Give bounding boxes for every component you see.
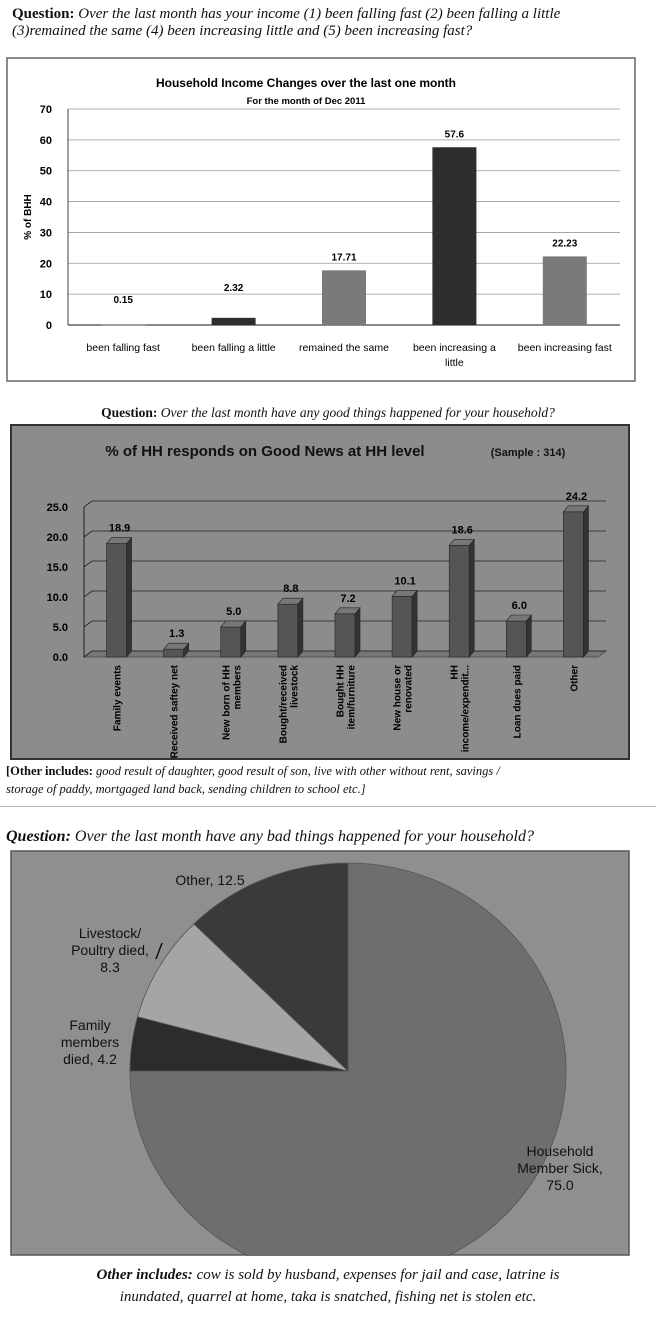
- chart1-y-label: % of BHH: [23, 194, 34, 240]
- chart1-y-tick: 0: [45, 320, 52, 332]
- chart1-bar: [101, 325, 145, 326]
- chart2-bar-side: [583, 506, 588, 657]
- good-news-other-note-prefix: [Other includes:: [6, 764, 93, 778]
- chart1-category-label: been falling fast: [86, 342, 160, 354]
- bad-news-other-note-text-2: inundated, quarrel at home, taka is snatched, fishing net is stolen etc.: [119, 1289, 537, 1305]
- bad-news-other-note-prefix: Other includes:: [96, 1267, 193, 1283]
- chart1-bar: [432, 147, 476, 325]
- bad-news-other-note: [0, 1264, 656, 1308]
- good-news-other-note-text-2: storage of paddy, mortgaged land back, sending children to school etc.]: [6, 782, 366, 796]
- chart2-category-label: Bought HHitem/furniture: [335, 665, 358, 730]
- bad-news-other-note-text: cow is sold by husband, expenses for jail and case, latrine is: [196, 1267, 560, 1283]
- chart2-y-tick: 0.0: [52, 652, 68, 664]
- question-2-prefix: Question:: [101, 405, 158, 420]
- chart3-slice-label: Family members died, 4.2: [60, 1017, 120, 1067]
- chart2-y-tick: 15.0: [46, 562, 68, 574]
- chart1-value-label: 0.15: [113, 295, 133, 306]
- chart2-y-tick: 5.0: [52, 622, 68, 634]
- chart2-value-label: 18.6: [451, 524, 473, 537]
- chart2-category-label: New house orrenovated: [392, 665, 415, 731]
- chart1-bar: [322, 270, 366, 325]
- chart2-frame: [11, 425, 629, 759]
- income-change-bar-chart: [6, 57, 636, 382]
- chart2-y-tick: 20.0: [46, 532, 68, 544]
- chart2-value-label: 5.0: [226, 606, 242, 618]
- question-1-text: Over the last month has your income (1) been falling fast (2) been falling a little: [78, 6, 561, 22]
- chart1-y-tick: 70: [39, 104, 52, 116]
- chart2-bar: [563, 512, 583, 657]
- chart2-category-label: HHincome/expendit...: [449, 665, 472, 753]
- chart1-y-tick: 40: [39, 196, 52, 209]
- question-3-prefix: Question:: [6, 828, 71, 845]
- chart1-subtitle: For the month of Dec 2011: [246, 96, 366, 107]
- chart1-y-tick: 10: [39, 289, 52, 302]
- chart2-bar: [392, 596, 412, 657]
- chart1-y-tick: 60: [39, 134, 52, 147]
- chart2-bar-side: [298, 598, 303, 657]
- question-1-text-2: (3)remained the same (4) been increasing little and (5) been increasing fast?: [12, 23, 473, 39]
- chart2-value-label: 18.9: [108, 522, 131, 535]
- question-2: [0, 404, 656, 421]
- chart2-category-label: New born of HHmembers: [221, 665, 244, 740]
- chart2-value-label: 24.2: [565, 490, 588, 503]
- good-news-other-note: [6, 762, 654, 798]
- chart2-bar-side: [127, 538, 132, 657]
- chart2-value-label: 7.2: [340, 592, 356, 605]
- chart2-category-label: Bought/receivedlivestock: [278, 665, 301, 744]
- chart3-slice-label: Livestock/ Poultry died, 8.3: [71, 925, 149, 975]
- chart1-y-tick: 30: [39, 227, 52, 240]
- chart2-bar: [449, 545, 469, 657]
- chart2-value-label: 8.8: [283, 583, 299, 596]
- chart2-y-tick: 25.0: [46, 502, 68, 514]
- chart1-title: Household Income Changes over the last one month: [155, 76, 457, 90]
- good-news-bar-chart: [10, 424, 630, 760]
- chart2-category-label: Other: [569, 665, 581, 692]
- chart2-bar-side: [412, 590, 417, 657]
- chart2-bar: [506, 621, 526, 657]
- chart2-bar-side: [469, 539, 474, 657]
- chart2-bar-side: [355, 608, 360, 657]
- chart2-y-tick: 10.0: [46, 592, 68, 604]
- chart2-category-label: Family events: [112, 665, 124, 732]
- chart2-bar: [221, 627, 241, 657]
- question-2-text: Over the last month have any good things happened for your household?: [160, 405, 555, 420]
- chart2-value-label: 1.3: [169, 628, 185, 641]
- divider: [0, 806, 656, 807]
- chart1-y-tick: 20: [39, 258, 52, 271]
- question-1: [12, 6, 652, 40]
- question-3: [6, 828, 646, 845]
- good-news-other-note-text: good result of daughter, good result of son, live with other without rent, savings /: [96, 764, 500, 778]
- chart1-category-label: been increasing fast: [517, 342, 612, 354]
- chart1-category-label: been increasing a little: [412, 342, 496, 369]
- chart1-value-label: 17.71: [331, 252, 357, 264]
- chart2-category-label: Received saftey net: [169, 665, 181, 759]
- chart2-category-label: Loan dues paid: [512, 665, 524, 739]
- chart1-value-label: 2.32: [223, 283, 244, 294]
- chart2-value-label: 10.1: [394, 575, 416, 588]
- bad-news-pie-chart: [10, 850, 630, 1256]
- chart2-value-label: 6.0: [511, 600, 527, 612]
- chart1-value-label: 22.23: [552, 238, 578, 250]
- chart2-title: % of HH responds on Good News at HH level: [105, 443, 425, 460]
- chart2-title-note: (Sample : 314): [490, 447, 566, 459]
- question-1-prefix: Question:: [12, 6, 75, 22]
- chart2-bar: [335, 614, 355, 657]
- chart1-bar: [543, 256, 587, 325]
- chart3-slice-label: Other, 12.5: [175, 872, 245, 888]
- chart3-slice-label: Household Member Sick, 75.0: [517, 1143, 603, 1193]
- chart1-y-tick: 50: [39, 165, 52, 178]
- chart1-category-label: remained the same: [299, 342, 389, 354]
- chart2-bar-side: [526, 615, 531, 657]
- chart2-bar: [278, 604, 298, 657]
- question-3-text: Over the last month have any bad things happened for your household?: [74, 828, 534, 845]
- chart2-bar: [107, 544, 127, 657]
- chart1-value-label: 57.6: [444, 129, 465, 141]
- chart1-bar: [212, 318, 256, 325]
- chart2-bar: [164, 649, 184, 657]
- chart1-category-label: been falling a little: [191, 342, 276, 354]
